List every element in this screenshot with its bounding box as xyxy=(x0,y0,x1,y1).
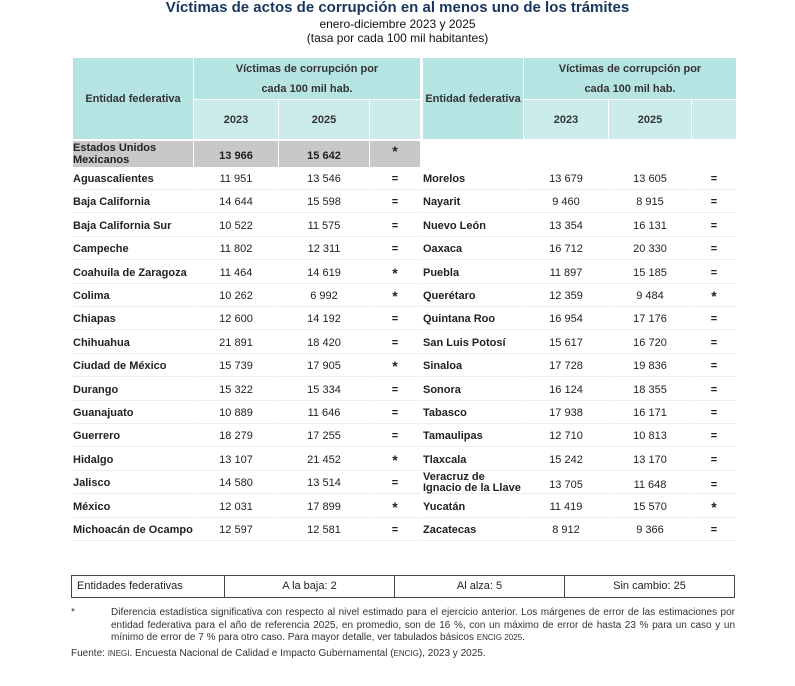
national-name-line1: Estados Unidos xyxy=(73,142,157,154)
left-header-entity-label: Entidad federativa xyxy=(85,92,181,105)
row-value-2023: 10 889 xyxy=(194,402,278,424)
row-entity-name: Tabasco xyxy=(423,402,523,424)
row-value-2025: 18 355 xyxy=(609,379,691,401)
row-entity-name: Oaxaca xyxy=(423,238,523,260)
row-value-2025: 15 598 xyxy=(279,191,369,213)
row-significance: = xyxy=(692,168,736,190)
row-entity-name: Tlaxcala xyxy=(423,449,523,471)
row-value-2023: 16 954 xyxy=(524,308,608,330)
summary-up: Al alza: 5 xyxy=(395,576,565,597)
source-label: Fuente: xyxy=(71,648,108,659)
row-entity-name: México xyxy=(73,496,193,518)
row-value-2023: 12 710 xyxy=(524,425,608,447)
row-significance: = xyxy=(370,168,420,190)
row-value-2023: 11 464 xyxy=(194,262,278,284)
right-header-victims-line2: cada 100 mil hab. xyxy=(584,82,676,95)
row-entity-name: Guanajuato xyxy=(73,402,193,424)
row-entity-name-line1: Veracruz de xyxy=(423,471,485,484)
source-note xyxy=(71,648,751,659)
row-entity-name-line2: Ignacio de la Llave xyxy=(423,482,521,495)
row-value-2023: 15 322 xyxy=(194,379,278,401)
row-entity-name: Michoacán de Ocampo xyxy=(73,519,193,541)
row-value-2023: 8 912 xyxy=(524,519,608,541)
row-significance: = xyxy=(692,332,736,354)
row-value-2023: 11 897 xyxy=(524,262,608,284)
left-header-year-2023 xyxy=(194,100,278,139)
row-significance: = xyxy=(692,308,736,330)
row-entity-name: Sinaloa xyxy=(423,355,523,377)
left-header-sig xyxy=(370,100,420,139)
row-value-2025: 13 170 xyxy=(609,449,691,471)
row-significance: = xyxy=(370,308,420,330)
row-significance: = xyxy=(370,379,420,401)
row-value-2025: 9 484 xyxy=(609,285,691,307)
row-value-2023: 14 580 xyxy=(194,472,278,494)
row-entity-name: Baja California Sur xyxy=(73,215,193,237)
row-significance: = xyxy=(370,425,420,447)
row-value-2025: 20 330 xyxy=(609,238,691,260)
row-value-2023: 14 644 xyxy=(194,191,278,213)
left-header-victims-line1: Víctimas de corrupción por xyxy=(235,62,379,75)
row-value-2025: 10 813 xyxy=(609,425,691,447)
row-value-2023: 11 419 xyxy=(524,496,608,518)
row-value-2025: 16 131 xyxy=(609,215,691,237)
source-acronym: ENCIG xyxy=(393,649,419,658)
right-header-entity xyxy=(423,58,523,139)
row-value-2023: 9 460 xyxy=(524,191,608,213)
row-entity-name: Ciudad de México xyxy=(73,355,193,377)
row-value-2023: 21 891 xyxy=(194,332,278,354)
row-significance: = xyxy=(370,191,420,213)
summary-label: Entidades federativas xyxy=(72,576,225,597)
row-value-2025: 16 720 xyxy=(609,332,691,354)
row-significance: = xyxy=(370,519,420,541)
row-entity-name: Morelos xyxy=(423,168,523,190)
row-significance: = xyxy=(370,332,420,354)
left-header-year-2025 xyxy=(279,100,369,139)
row-entity-name: Chiapas xyxy=(73,308,193,330)
row-significance: = xyxy=(692,425,736,447)
row-value-2023: 12 600 xyxy=(194,308,278,330)
row-value-2023: 12 359 xyxy=(524,285,608,307)
national-2023: 13 966 xyxy=(194,141,278,167)
page-title: Víctimas de actos de corrupción en al menos uno de los trámites xyxy=(165,0,630,16)
left-header-victims-line2: cada 100 mil hab. xyxy=(261,82,353,95)
row-value-2025: 15 185 xyxy=(609,262,691,284)
right-header-sig xyxy=(692,100,736,139)
row-value-2023: 15 242 xyxy=(524,449,608,471)
row-significance: = xyxy=(692,379,736,401)
row-value-2023: 15 739 xyxy=(194,355,278,377)
row-value-2025: 11 648 xyxy=(609,472,691,494)
page-subtitle-period: enero-diciembre 2023 y 2025 xyxy=(319,17,476,31)
row-significance: = xyxy=(692,191,736,213)
row-value-2023: 12 031 xyxy=(194,496,278,518)
row-significance: = xyxy=(370,472,420,494)
row-value-2023: 18 279 xyxy=(194,425,278,447)
row-value-2023: 17 938 xyxy=(524,402,608,424)
summary-same: Sin cambio: 25 xyxy=(613,580,686,592)
left-header-year-2023-label: 2023 xyxy=(223,113,249,126)
row-significance: = xyxy=(370,215,420,237)
row-value-2025: 16 171 xyxy=(609,402,691,424)
row-entity-name: Puebla xyxy=(423,262,523,284)
row-value-2023: 13 679 xyxy=(524,168,608,190)
row-value-2023: 15 617 xyxy=(524,332,608,354)
row-value-2023: 10 262 xyxy=(194,285,278,307)
row-significance: = xyxy=(692,215,736,237)
row-significance: * xyxy=(692,285,736,307)
row-value-2025: 21 452 xyxy=(279,449,369,471)
row-entity-name: Campeche xyxy=(73,238,193,260)
row-entity-name: Zacatecas xyxy=(423,519,523,541)
row-significance: * xyxy=(692,496,736,518)
row-value-2025: 6 992 xyxy=(279,285,369,307)
row-value-2025: 9 366 xyxy=(609,519,691,541)
row-value-2023: 16 712 xyxy=(524,238,608,260)
row-value-2025: 11 646 xyxy=(279,402,369,424)
right-header-year-2025-label: 2025 xyxy=(637,113,663,126)
national-name-line2: Mexicanos xyxy=(73,153,130,166)
row-entity-name: Quintana Roo xyxy=(423,308,523,330)
row-entity-name: Yucatán xyxy=(423,496,523,518)
national-significance: * xyxy=(370,141,420,167)
row-entity-name: Chihuahua xyxy=(73,332,193,354)
row-value-2023: 12 597 xyxy=(194,519,278,541)
right-header-entity-label: Entidad federativa xyxy=(425,92,521,105)
footnote-mark: * xyxy=(71,607,75,618)
row-significance: = xyxy=(370,238,420,260)
national-2025: 15 642 xyxy=(279,141,369,167)
row-significance: * xyxy=(370,496,420,518)
row-significance: = xyxy=(692,262,736,284)
row-value-2025: 18 420 xyxy=(279,332,369,354)
right-header-victims-line1: Víctimas de corrupción por xyxy=(558,62,702,75)
row-value-2023: 13 107 xyxy=(194,449,278,471)
source-text: . Encuesta Nacional de Calidad e Impacto Gubernamental ( xyxy=(129,648,394,659)
row-value-2023: 16 124 xyxy=(524,379,608,401)
row-value-2025: 8 915 xyxy=(609,191,691,213)
row-entity-name xyxy=(423,472,523,494)
row-value-2025: 17 255 xyxy=(279,425,369,447)
row-value-2023: 10 522 xyxy=(194,215,278,237)
row-significance: = xyxy=(692,519,736,541)
row-value-2023: 17 728 xyxy=(524,355,608,377)
row-significance: = xyxy=(692,238,736,260)
row-significance: * xyxy=(370,285,420,307)
row-entity-name: Querétaro xyxy=(423,285,523,307)
row-entity-name: Nayarit xyxy=(423,191,523,213)
right-header-victims xyxy=(524,58,736,99)
row-value-2025: 17 899 xyxy=(279,496,369,518)
source-tail: ), 2023 y 2025. xyxy=(418,648,486,659)
national-row-name-cell xyxy=(73,141,193,167)
row-value-2025: 13 546 xyxy=(279,168,369,190)
row-entity-name: Jalisco xyxy=(73,472,193,494)
row-value-2025: 11 575 xyxy=(279,215,369,237)
right-header-year-2025 xyxy=(609,100,691,139)
row-value-2023: 11 802 xyxy=(194,238,278,260)
row-entity-name: Colima xyxy=(73,285,193,307)
row-value-2025: 17 905 xyxy=(279,355,369,377)
footnote-text-ref: ENCIG 2025 xyxy=(476,633,523,642)
left-header-victims xyxy=(194,58,420,99)
page-subtitle-units: (tasa por cada 100 mil habitantes) xyxy=(306,31,489,45)
row-value-2025: 15 570 xyxy=(609,496,691,518)
left-header-entity xyxy=(73,58,193,139)
footnote-text xyxy=(111,607,735,645)
row-entity-name: Sonora xyxy=(423,379,523,401)
row-value-2025: 19 836 xyxy=(609,355,691,377)
row-entity-name: Coahuila de Zaragoza xyxy=(73,262,193,284)
row-entity-name: Tamaulipas xyxy=(423,425,523,447)
row-significance: = xyxy=(692,402,736,424)
row-value-2025: 17 176 xyxy=(609,308,691,330)
row-value-2023: 13 354 xyxy=(524,215,608,237)
footnote xyxy=(71,607,735,645)
row-value-2023: 13 705 xyxy=(524,472,608,494)
row-entity-name: Durango xyxy=(73,379,193,401)
source-org: INEGI xyxy=(107,649,130,658)
row-significance: = xyxy=(692,472,736,494)
row-entity-name: San Luis Potosí xyxy=(423,332,523,354)
row-entity-name: Hidalgo xyxy=(73,449,193,471)
row-significance: * xyxy=(370,449,420,471)
row-significance: = xyxy=(692,449,736,471)
row-significance: = xyxy=(370,402,420,424)
footnote-text-main: Diferencia estadística significativa con respecto al nivel estimado para el ejercicio anterior. Los márgenes de error de las estimaciones por entidad federativa para el año de referencia 2025, en promedio, son de 16 %, con un máximo de error de hasta 23 % para un caso y un mínimo de error de 7 % para otro caso. Para mayor detalle, ver tabulados básicos xyxy=(111,607,735,643)
row-value-2025: 13 605 xyxy=(609,168,691,190)
row-value-2025: 15 334 xyxy=(279,379,369,401)
row-entity-name: Guerrero xyxy=(73,425,193,447)
row-value-2025: 13 514 xyxy=(279,472,369,494)
right-header-year-2023-label: 2023 xyxy=(553,113,579,126)
footnote-text-end: . xyxy=(522,632,525,643)
row-significance: = xyxy=(692,355,736,377)
row-significance: * xyxy=(370,262,420,284)
right-header-year-2023 xyxy=(524,100,608,139)
summary-down: A la baja: 2 xyxy=(225,576,395,597)
row-significance: * xyxy=(370,355,420,377)
summary-table xyxy=(71,575,735,598)
left-header-year-2025-label: 2025 xyxy=(311,113,337,126)
row-value-2025: 14 619 xyxy=(279,262,369,284)
row-value-2023: 11 951 xyxy=(194,168,278,190)
row-entity-name: Baja California xyxy=(73,191,193,213)
row-value-2025: 12 581 xyxy=(279,519,369,541)
row-entity-name: Aguascalientes xyxy=(73,168,193,190)
row-entity-name: Nuevo León xyxy=(423,215,523,237)
row-value-2025: 12 311 xyxy=(279,238,369,260)
row-value-2025: 14 192 xyxy=(279,308,369,330)
